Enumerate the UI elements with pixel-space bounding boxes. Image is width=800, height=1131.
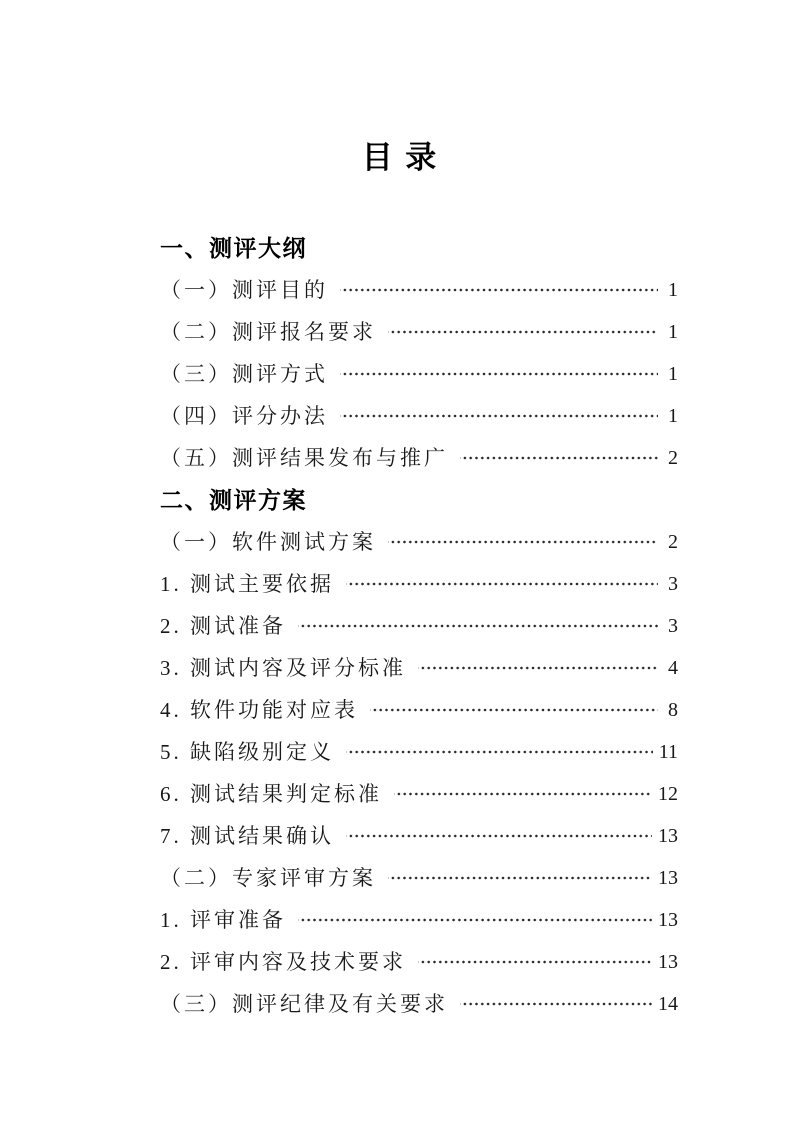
toc-entry-page: 13 — [658, 951, 678, 973]
toc-entry-label: （三）测评方式 — [160, 362, 328, 386]
toc-entry-page: 1 — [668, 363, 678, 385]
toc-entry-label: （三）测评纪律及有关要求 — [160, 992, 448, 1016]
toc-entry-label: （一）软件测试方案 — [160, 530, 376, 554]
toc-entry-label: （二）专家评审方案 — [160, 866, 376, 890]
section-heading: 一、测评大纲 — [160, 235, 307, 261]
toc-entry — [160, 395, 678, 437]
dot-leader — [388, 521, 658, 563]
toc-entry — [160, 815, 678, 857]
dot-leader — [418, 941, 652, 983]
toc-entry-page: 1 — [668, 279, 678, 301]
toc-entry-page: 13 — [658, 867, 678, 889]
toc-entry — [160, 731, 678, 773]
toc-entry-page: 1 — [668, 321, 678, 343]
toc-entry-label: （一）测评目的 — [160, 278, 328, 302]
dot-leader — [340, 353, 658, 395]
toc-entry-page: 13 — [658, 825, 678, 847]
toc-entry — [160, 899, 678, 941]
dot-leader — [460, 983, 652, 1025]
toc-entry-page: 14 — [658, 993, 678, 1015]
toc-list — [160, 227, 678, 1025]
toc-entry — [160, 689, 678, 731]
dot-leader — [298, 605, 658, 647]
toc-entry-page: 12 — [658, 783, 678, 805]
toc-entry — [160, 941, 678, 983]
toc-entry-page: 8 — [668, 699, 678, 721]
toc-entry-label: （五）测评结果发布与推广 — [160, 446, 448, 470]
toc-entry-page: 4 — [668, 657, 678, 679]
toc-entry-page: 3 — [668, 615, 678, 637]
toc-entry-label: 2. 评审内容及技术要求 — [160, 950, 406, 974]
toc-entry-page: 11 — [658, 741, 678, 763]
dot-leader — [370, 689, 658, 731]
toc-entry-page: 1 — [668, 405, 678, 427]
toc-entry-label: 6. 测试结果判定标准 — [160, 782, 382, 806]
toc-entry-label: 5. 缺陷级别定义 — [160, 740, 334, 764]
dot-leader — [298, 899, 652, 941]
toc-entry-page: 2 — [668, 447, 678, 469]
section-heading: 二、测评方案 — [160, 487, 307, 513]
dot-leader — [340, 269, 658, 311]
toc-entry-page: 13 — [658, 909, 678, 931]
toc-entry — [160, 773, 678, 815]
dot-leader — [346, 815, 652, 857]
dot-leader — [346, 563, 658, 605]
toc-entry-label: 1. 评审准备 — [160, 908, 286, 932]
page-title: 目 录 — [361, 140, 439, 175]
dot-leader — [388, 857, 652, 899]
toc-entry-label: 4. 软件功能对应表 — [160, 698, 358, 722]
toc-entry — [160, 269, 678, 311]
dot-leader — [460, 437, 658, 479]
dot-leader — [418, 647, 658, 689]
toc-entry-label: 3. 测试内容及评分标准 — [160, 656, 406, 680]
toc-entry-page: 2 — [668, 531, 678, 553]
toc-entry — [160, 521, 678, 563]
toc-entry — [160, 311, 678, 353]
dot-leader — [346, 731, 653, 773]
toc-entry — [160, 857, 678, 899]
toc-entry-label: 2. 测试准备 — [160, 614, 286, 638]
toc-entry-label: （四）评分办法 — [160, 404, 328, 428]
toc-entry-page: 3 — [668, 573, 678, 595]
dot-leader — [388, 311, 658, 353]
toc-entry — [160, 983, 678, 1025]
toc-entry-label: 1. 测试主要依据 — [160, 572, 334, 596]
dot-leader — [394, 773, 652, 815]
toc-entry — [160, 647, 678, 689]
toc-entry — [160, 605, 678, 647]
toc-entry — [160, 353, 678, 395]
toc-entry — [160, 437, 678, 479]
toc-entry-label: 7. 测试结果确认 — [160, 824, 334, 848]
dot-leader — [340, 395, 658, 437]
toc-entry — [160, 563, 678, 605]
toc-entry-label: （二）测评报名要求 — [160, 320, 376, 344]
